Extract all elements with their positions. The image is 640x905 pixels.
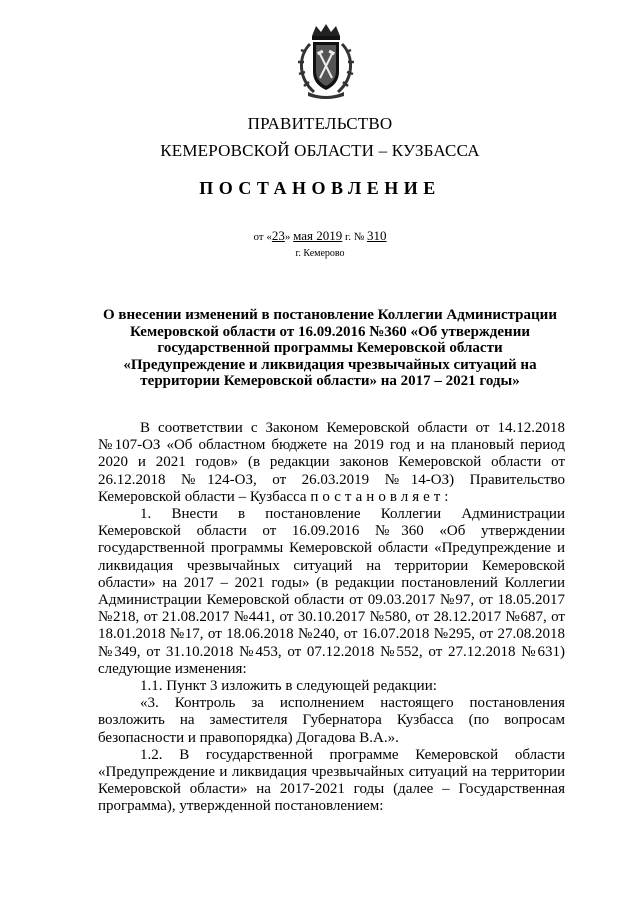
city: г. Кемерово [295,248,345,259]
resolves-word: постановляет: [310,488,453,505]
paragraph-item-1-2: 1.2. В государственной программе Кемеровской области «Предупреждение и ликвидация чрезвычайных ситуаций на территории Кемеровской области» на 2017-2021 годы (далее – Государственная программа), утвержденной постановлением: [98,746,565,815]
document-type: ПОСТАНОВЛЕНИЕ [199,178,441,198]
document-number: 310 [367,228,387,243]
coat-of-arms-emblem [296,22,356,100]
preamble-text: В соответствии с Законом Кемеровской области от 14.12.2018 №107-ОЗ «Об областном бюджете на 2019 год и на плановый период 2020 и 2021 годов» (в редакции законов Кемеровской области от 26.12.2018 №124-ОЗ, от 26.03.2019 №14-ОЗ) Правительство Кемеровской области – Кузбасса [98,420,565,505]
date-mid: » [284,231,294,243]
date-month-year: мая 2019 [293,228,343,243]
date-prefix: от « [253,231,272,243]
date-year-suffix: г. № [342,231,368,243]
document-body [98,420,565,816]
paragraph-item-1-1: 1.1. Пункт 3 изложить в следующей редакции: [140,678,437,695]
document-title: О внесении изменений в постановление Коллегии Администрации Кемеровской области от 16.09.2016 №360 «Об утверждении государственной программы Кемеровской области «Предупреждение и ликвидация чрезвычайных ситуаций на территории Кемеровской области» на 2017 – 2021 годы» [103,307,557,389]
date-day: 23 [271,228,285,243]
government-line-1: ПРАВИТЕЛЬСТВО [247,114,393,133]
government-line-2: КЕМЕРОВСКОЙ ОБЛАСТИ – КУЗБАССА [160,141,480,160]
paragraph-preamble [98,420,565,506]
date-line [0,228,640,244]
paragraph-clause-3: «3. Контроль за исполнением настоящего постановления возложить на заместителя Губернатора Кузбасса (по вопросам безопасности и правопорядка) Догадова В.А.». [98,695,565,746]
paragraph-item-1: 1. Внести в постановление Коллегии Администрации Кемеровской области от 16.09.2016 №360 «Об утверждении государственной программы Кемеровской области «Предупреждение и ликвидация чрезвычайных ситуаций на территории Кемеровской области» на 2017 – 2021 годы» (в редакции постановлений Коллегии Администрации Кемеровской области от 09.03.2017 №97, от 18.05.2017 №218, от 21.08.2017 №441, от 30.10.2017 №580, от 28.12.2017 №687, от 18.01.2018 №17, от 18.06.2018 №240, от 16.07.2018 №295, от 27.08.2018 №349, от 31.10.2018 №453, от 07.12.2018 №552, от 27.12.2018 №631) следующие изменения: [98,506,565,677]
